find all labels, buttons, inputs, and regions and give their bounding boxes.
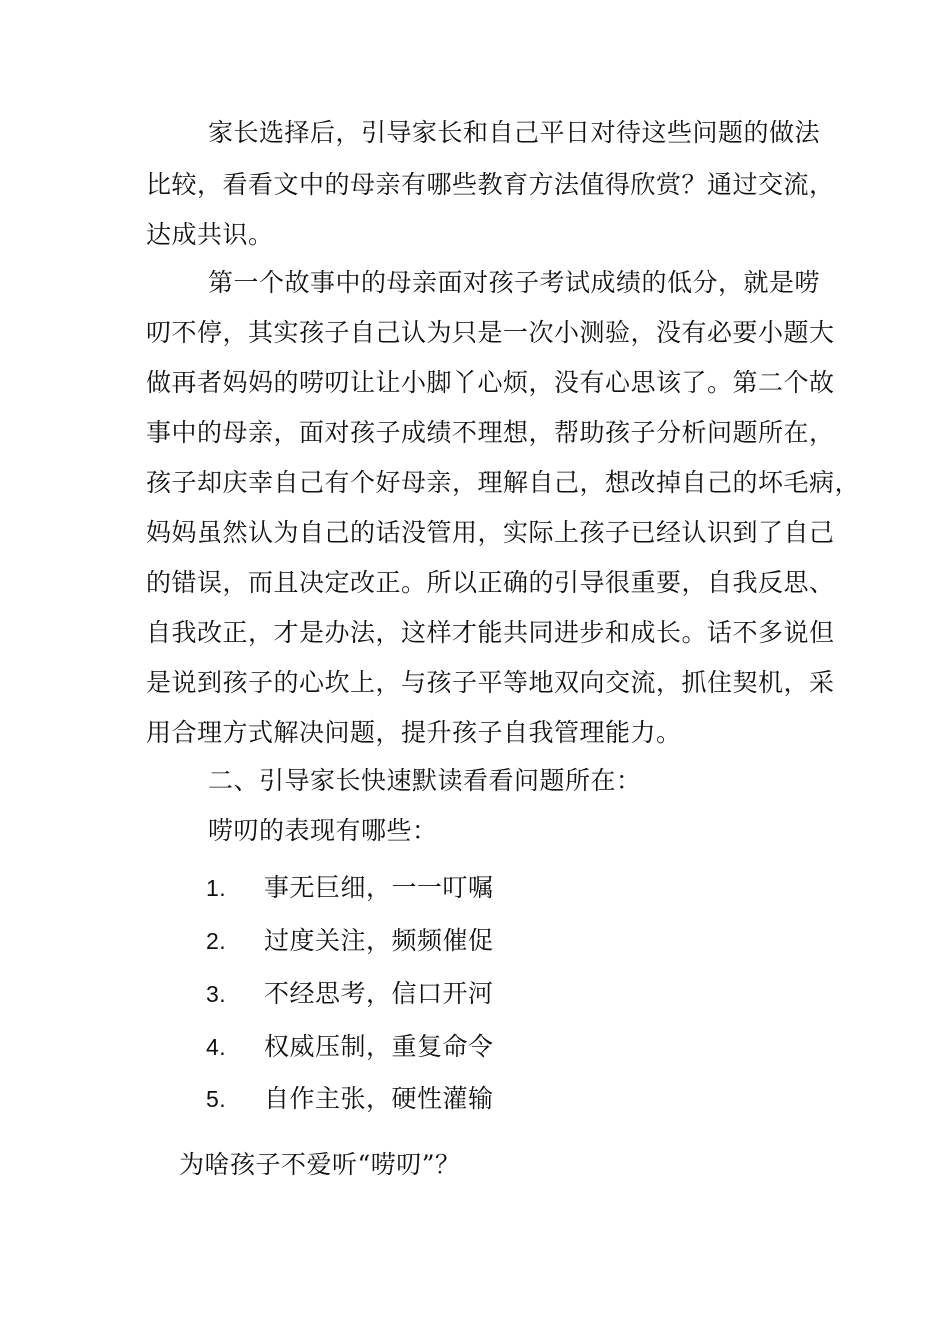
list-item [206, 873, 494, 903]
list-item-number: 1. [206, 875, 227, 901]
paragraph2-line-2: 叨不停，其实孩子自己认为只是一次小测验，没有必要小题大 [146, 318, 835, 347]
paragraph2-line-6: 妈妈虽然认为自己的话没管用，实际上孩子已经认识到了自己 [146, 518, 835, 547]
list-item-text: 不经思考，信口开河 [264, 979, 494, 1008]
list-item-number: 5. [206, 1086, 227, 1112]
list-item-number: 3. [206, 981, 227, 1007]
closing-question: 为啥孩子不爱听“唠叨”？ [179, 1150, 461, 1179]
list-item-text: 过度关注，频频催促 [264, 926, 494, 955]
list-intro: 唠叨的表现有哪些： [208, 816, 438, 845]
list-item [206, 1032, 494, 1062]
list-item [206, 1084, 494, 1114]
list-item-text: 权威压制，重复命令 [264, 1032, 494, 1061]
list-item-number: 4. [206, 1034, 227, 1060]
paragraph2-line-9: 是说到孩子的心坎上，与孩子平等地双向交流，抓住契机，采 [146, 668, 835, 697]
list-item [206, 979, 494, 1009]
paragraph2-line-10: 用合理方式解决问题，提升孩子自我管理能力。 [146, 718, 682, 747]
section-heading: 二、引导家长快速默读看看问题所在： [208, 766, 642, 795]
paragraph2-line-8: 自我改正，才是办法，这样才能共同进步和成长。话不多说但 [146, 618, 835, 647]
paragraph2-line-7: 的错误，而且决定改正。所以正确的引导很重要，自我反思、 [146, 568, 835, 597]
paragraph2-line-3: 做再者妈妈的唠叨让让小脚丫心烦，没有心思该了。第二个故 [146, 368, 835, 397]
paragraph1-line-2: 比较，看看文中的母亲有哪些教育方法值得欣赏？通过交流， [146, 170, 835, 199]
list-item [206, 926, 494, 956]
list-item-number: 2. [206, 928, 227, 954]
list-item-text: 自作主张，硬性灌输 [264, 1084, 494, 1113]
paragraph2-line-1: 第一个故事中的母亲面对孩子考试成绩的低分，就是唠 [208, 268, 821, 297]
paragraph2-line-5: 孩子却庆幸自己有个好母亲，理解自己，想改掉自己的坏毛病， [146, 468, 861, 497]
paragraph1-line-1: 家长选择后，引导家长和自己平日对待这些问题的做法 [208, 118, 821, 147]
list-item-text: 事无巨细，一一叮嘱 [264, 873, 494, 902]
paragraph2-line-4: 事中的母亲，面对孩子成绩不理想，帮助孩子分析问题所在， [146, 418, 835, 447]
paragraph1-line-3: 达成共识。 [146, 220, 274, 249]
